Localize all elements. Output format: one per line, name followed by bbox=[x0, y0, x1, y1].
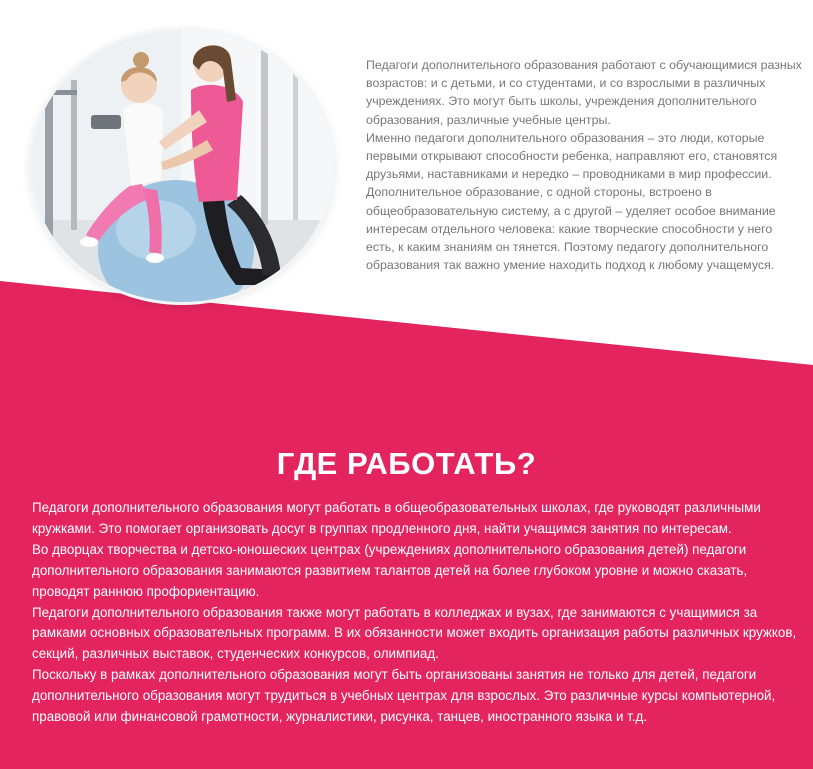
work-paragraph: Во дворцах творчества и детско-юношеских центрах (учреждениях дополнительного образования детей) педагоги дополнительного образования занимаются развитием талантов детей на более глубоком уровне и можно сказать, проводят раннюю профориентацию. bbox=[32, 541, 748, 599]
work-paragraph: Педагоги дополнительного образования могут работать в общеобразовательных школах, где руководят различными кружками. Это помогает организовать досуг в группах продленного дня, найти учащимся занятия по интересам. bbox=[32, 500, 761, 536]
intro-text-block bbox=[366, 56, 802, 274]
intro-paragraph: Педагоги дополнительного образования работают с обучающимися разных возрастов: и с детьми, и со студентами, и со взрослыми в различных учреждениях. Это могут быть школы, учреждения дополнительного образования, различные учебные центры. bbox=[366, 58, 802, 127]
intro-paragraph: Дополнительное образование, с одной стороны, встроено в общеобразовательную систему, а с другой – уделяет особое внимание интересам отдельного человека: какие творческие способности у него есть, к каким знаниям он тянется. Поэтому педагогу дополнительного образования так важно умение находить подход к любому учащемуся. bbox=[366, 185, 776, 273]
work-paragraph: Поскольку в рамках дополнительного образования могут быть организованы занятия не только для детей, педагоги дополнительного образования могут трудиться в учебных центрах для взрослых. Это различные курсы компьютерной, правовой или финансовой грамотности, журналистики, рисунка, танцев, иностранного языка и т.д. bbox=[32, 667, 776, 725]
work-paragraph: Педагоги дополнительного образования также могут работать в колледжах и вузах, где занимаются с учащимися за рамками основных образовательных программ. В их обязанности может входить организация работы различных кружков, секций, различных выставок, студенческих конкурсов, олимпиад. bbox=[32, 604, 797, 662]
intro-paragraph: Именно педагоги дополнительного образования – это люди, которые первыми открывают способности ребенка, направляют его, становятся друзьями, наставниками и нередко – проводниками в мир профессии. bbox=[366, 130, 778, 182]
section-heading: ГДЕ РАБОТАТЬ? bbox=[276, 446, 537, 481]
where-to-work-text-block bbox=[32, 498, 804, 728]
fitness-ball-photo-icon bbox=[31, 30, 333, 302]
